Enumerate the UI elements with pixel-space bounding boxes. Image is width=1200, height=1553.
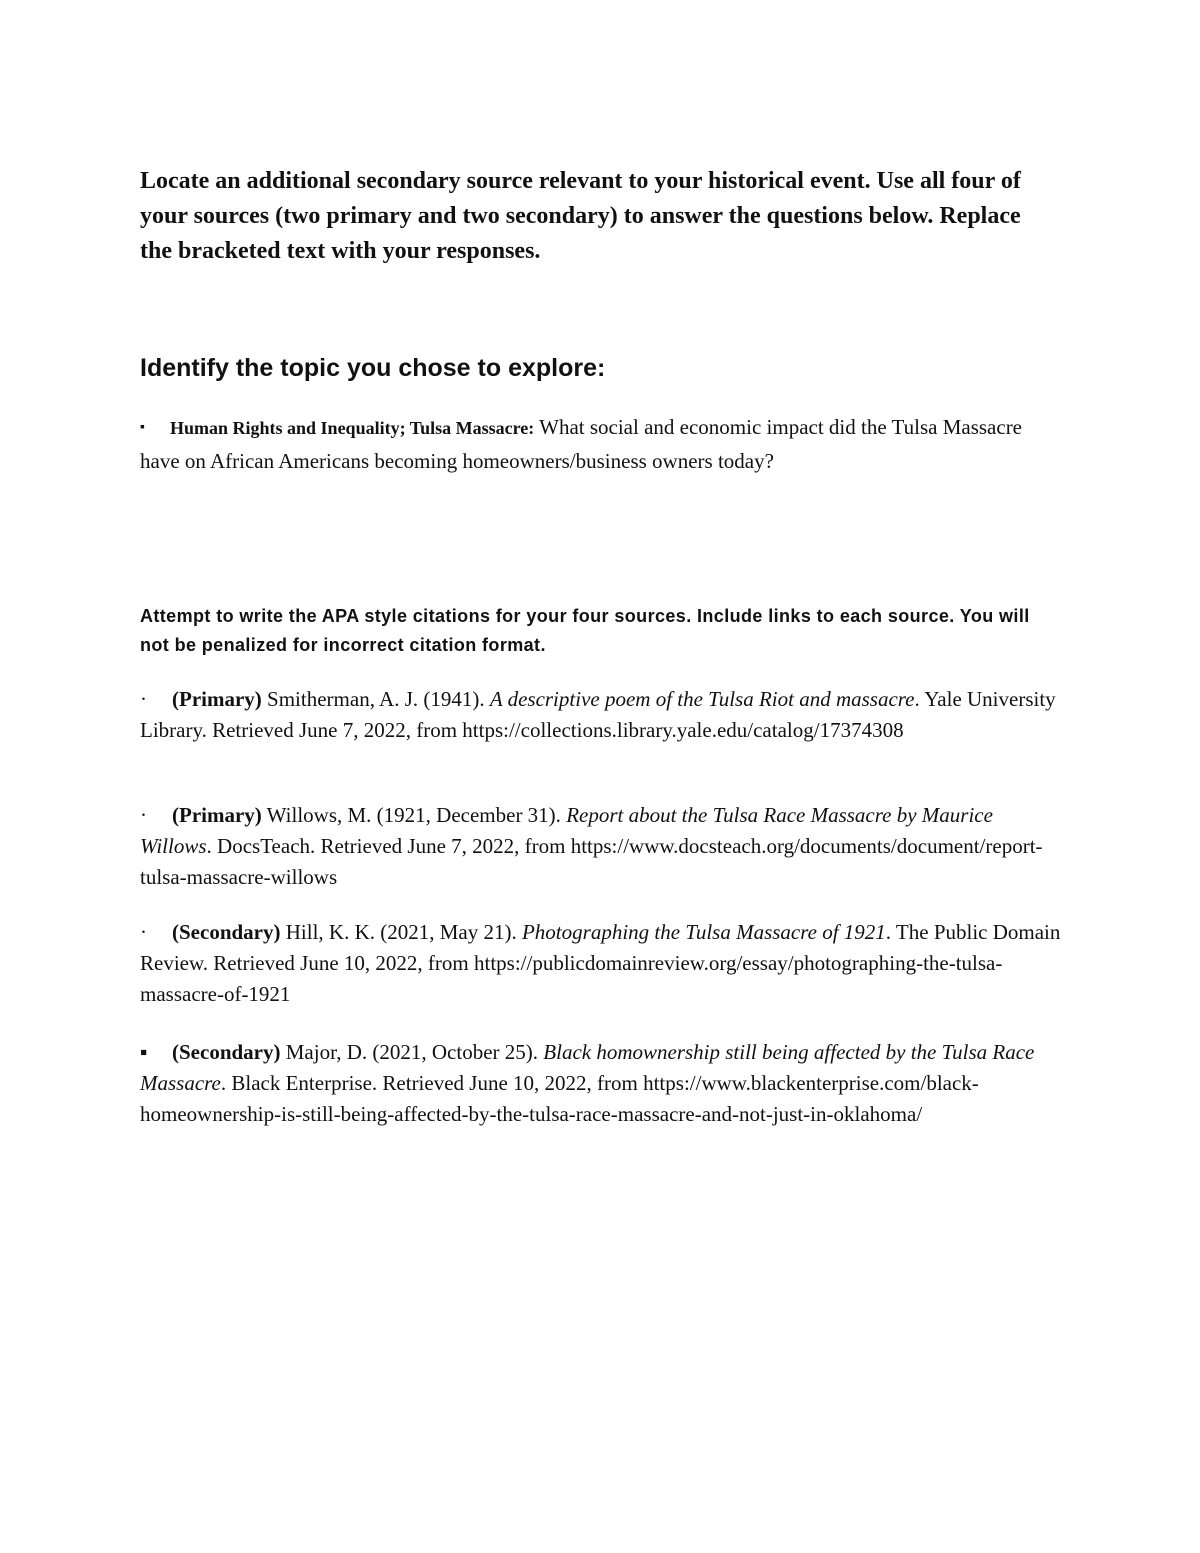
topic-question: What social and economic impact did the Tulsa Massacre have on African Americans becoming homeowners/business owners today? bbox=[140, 415, 1023, 473]
assignment-instructions: Locate an additional secondary source relevant to your historical event. Use all four of your sources (two primary and two secondary) to answer the questions below. Replace the bracketed text with your responses. bbox=[140, 168, 1021, 264]
topic-item bbox=[140, 411, 1040, 478]
source-type-label: (Secondary) bbox=[172, 920, 281, 944]
apa-citations-heading: Attempt to write the APA style citations for your four sources. Include links to each source. You will not be penalized for incorrect citation format. bbox=[140, 606, 1030, 655]
citation-rest: . DocsTeach. Retrieved June 7, 2022, from https://www.docsteach.org/documents/document/report-tulsa-massacre-willows bbox=[140, 834, 1043, 889]
citation-title: A descriptive poem of the Tulsa Riot and massacre bbox=[489, 687, 915, 711]
citation-item bbox=[140, 684, 1065, 746]
citation-item bbox=[140, 917, 1065, 1010]
citation-title: Report about the Tulsa Race Massacre by Maurice Willows bbox=[140, 803, 993, 858]
citation-author: Smitherman, A. J. (1941). bbox=[267, 687, 485, 711]
source-type-label: (Secondary) bbox=[172, 1040, 281, 1064]
citation-item bbox=[140, 1037, 1065, 1130]
source-type-label: (Primary) bbox=[172, 687, 262, 711]
citation-title: Black homownership still being affected by the Tulsa Race Massacre bbox=[140, 1040, 1035, 1095]
citation-item bbox=[140, 800, 1065, 893]
citation-title: Photographing the Tulsa Massacre of 1921 bbox=[521, 920, 886, 944]
square-bullet-icon: ▪ bbox=[140, 1040, 148, 1064]
citation-author: Major, D. (2021, October 25). bbox=[285, 1040, 539, 1064]
citation-author: Willows, M. (1921, December 31). bbox=[266, 803, 561, 827]
square-bullet-icon: ▪ bbox=[140, 420, 145, 435]
citation-author: Hill, K. K. (2021, May 21). bbox=[285, 920, 517, 944]
dot-bullet-icon: · bbox=[140, 687, 147, 711]
source-type-label: (Primary) bbox=[172, 803, 262, 827]
dot-bullet-icon: · bbox=[140, 803, 147, 827]
citation-rest: . The Public Domain Review. Retrieved June 10, 2022, from https://publicdomainreview.org/essay/photographing-the-tulsa-massacre-of-1921 bbox=[140, 920, 1061, 1006]
citation-rest: . Yale University Library. Retrieved June 7, 2022, from https://collections.library.yale.edu/catalog/17374308 bbox=[140, 687, 1056, 742]
topic-lead: Human Rights and Inequality; Tulsa Massacre: bbox=[170, 418, 535, 438]
citation-rest: . Black Enterprise. Retrieved June 10, 2022, from https://www.blackenterprise.com/black-homeownership-is-still-being-affected-by-the-tulsa-race-massacre-and-not-just-in-oklahoma/ bbox=[140, 1071, 979, 1126]
dot-bullet-icon: · bbox=[140, 920, 147, 944]
topic-heading: Identify the topic you chose to explore: bbox=[140, 354, 606, 382]
